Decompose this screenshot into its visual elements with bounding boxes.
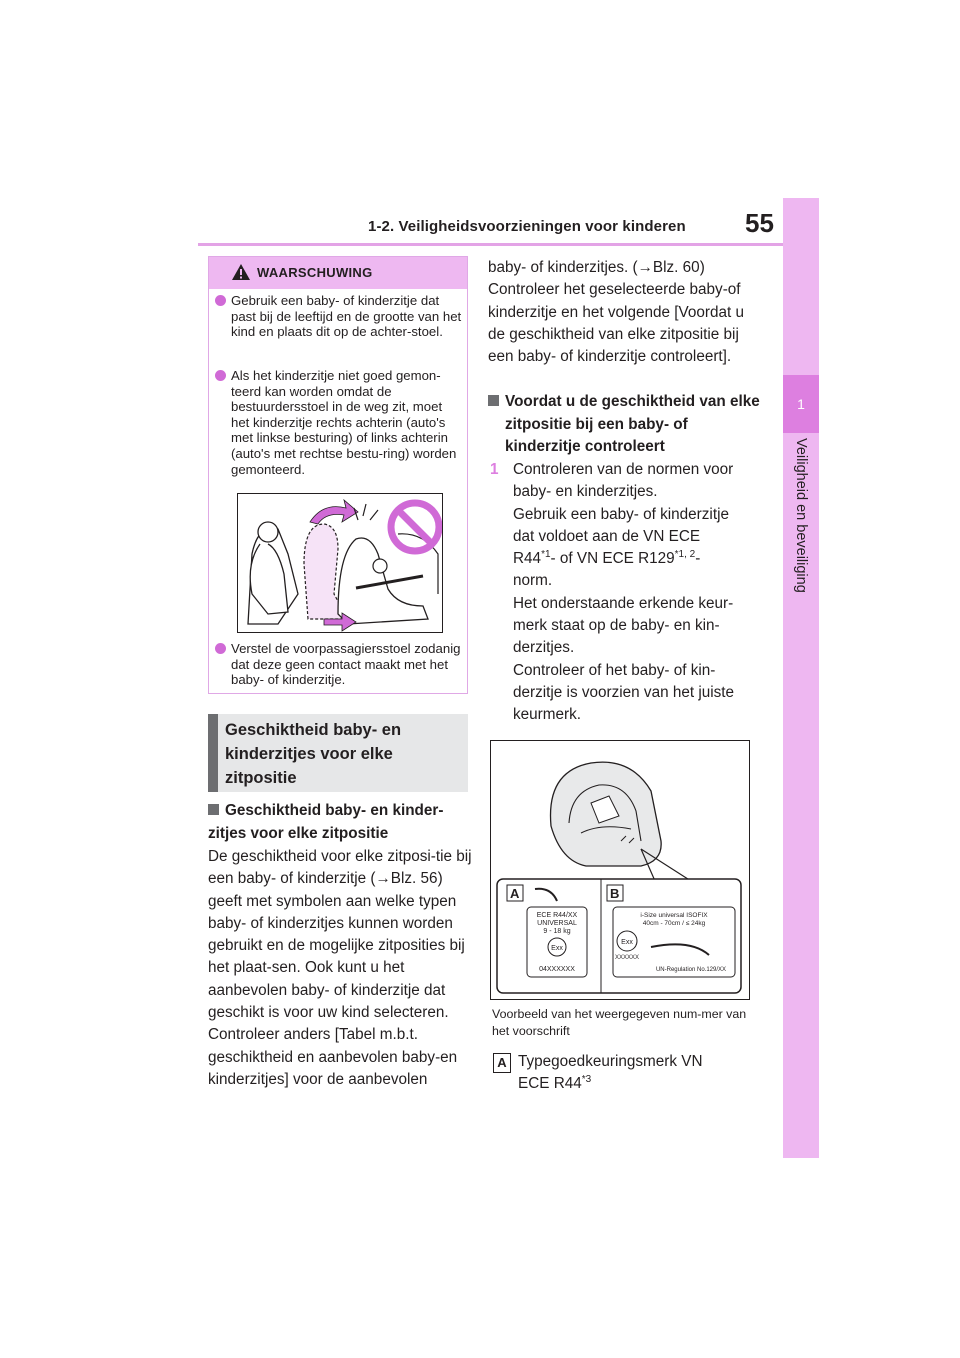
section-heading <box>208 714 468 792</box>
approval-label-illustration <box>490 740 750 1000</box>
label-b-line: XXXXXX <box>614 955 640 961</box>
section-heading-text: Geschiktheid baby- en kinderzitjes voor elke zitpositie <box>225 721 402 787</box>
type-approval-note <box>493 1051 763 1096</box>
step-line: Het onderstaande erkende keur-merk staat op de baby- en kin-derzitjes. <box>513 594 734 657</box>
step-line-standards: R44$^{*1}$- of VN ECE R129$^{*1, 2}$- <box>513 549 701 568</box>
step-line: Gebruik een baby- of kinderzitje dat voldoet aan de VN ECE <box>513 505 729 545</box>
label-a-line: 04XXXXXX <box>539 966 575 973</box>
left-subheading: Geschiktheid baby- en kinder-zitjes voor elke zitpositie <box>208 802 444 842</box>
figure-label-a: A <box>510 886 520 901</box>
right-subheading: Voordat u de geschiktheid van elke zitpositie bij een baby- of kinderzitje controleert <box>488 391 760 459</box>
label-b-line: i-Size universal ISOFIX <box>640 912 708 919</box>
label-a-line: UNIVERSAL <box>537 920 577 927</box>
warning-title: WAARSCHUWING <box>257 265 373 280</box>
bullet-dot <box>215 643 226 654</box>
left-paragraph: De geschiktheid voor elke zitposi-tie bij een baby- of kinderzitje (→Blz. 56) geeft met symbolen aan welke typen baby- of kinderzitjes kunnen worden gebruikt en de mogelijke zitposities bij het plaat-sen. Ook kunt u het aanbevolen baby- of kinderzitje dat geschikt is voor uw kind selecteren. Controleer anders [Tabel m.b.t. geschiktheid en aanbevolen baby-en kinderzitjes] voor de aanbevolen <box>208 848 472 1088</box>
label-a-box: A <box>493 1053 511 1073</box>
chapter-number-tab <box>783 375 819 433</box>
step-1 <box>488 459 768 727</box>
label-b-line: 40cm - 70cm / ≤ 24kg <box>642 920 706 927</box>
chapter-title: Veiligheid en beveiliging <box>793 438 809 593</box>
chapter-side-tab <box>783 198 819 1158</box>
header-rule <box>198 243 783 246</box>
warning-bullet: Gebruik een baby- of kinderzitje dat past bij de leeftijd en de grootte van het kind en plaats dit op de achter-stoel. <box>215 293 463 340</box>
warning-bullet: Verstel de voorpassagiersstoel zodanig dat deze geen contact maakt met het baby- of kinderzitje. <box>215 641 463 688</box>
label-b-line: UN-Regulation No.129/XX <box>655 967 727 973</box>
bullet-dot <box>215 295 226 306</box>
bullet-dot <box>215 370 226 381</box>
warning-bullet: Als het kinderzitje niet goed gemon-teerd kan worden omdat de bestuurdersstoel in de weg zit, moet het kinderzitje rechts achterin (auto's met linkse besturing) of links achterin (auto's met rechtse bestu-ring) worden gemonteerd. <box>215 368 463 477</box>
right-top-paragraph: baby- of kinderzitjes. (→Blz. 60) Controleer het geselecteerde baby-of kinderzitje en het volgende [Voordat u de geschiktheid van elke zitpositie bij een baby- of kinderzitje controleert]. <box>488 259 744 366</box>
square-bullet-icon <box>488 395 499 406</box>
warning-triangle-icon <box>231 263 251 281</box>
label-a-line: ECE R44/XX <box>536 912 578 919</box>
page-number: 55 <box>745 208 774 238</box>
label-b-line: Exx <box>621 939 633 946</box>
warning-box <box>208 256 468 694</box>
step-line: Controleren van de normen voor baby- en kinderzitjes. <box>513 461 734 501</box>
step-number: 1 <box>490 461 499 478</box>
label-a-line: Exx <box>551 945 563 952</box>
figure-label-b: B <box>610 886 620 901</box>
section-heading-bar <box>208 714 218 792</box>
step-line: norm. <box>513 572 553 590</box>
figure-caption: Voorbeeld van het weergegeven num-mer van het voorschrift <box>492 1007 747 1038</box>
label-a-line: 9 - 18 kg <box>543 928 571 935</box>
step-line: Controleer of het baby- of kin-derzitje is voorzien van het juiste keurmerk. <box>513 661 735 724</box>
square-bullet-icon <box>208 804 219 815</box>
seat-conflict-illustration <box>237 493 443 633</box>
section-header-title: 1-2. Veiligheidsvoorzieningen voor kinderen <box>368 218 686 235</box>
type-approval-text: Typegoedkeuringsmerk VN ECE R44$^{*3}$ <box>518 1053 703 1093</box>
chapter-number: 1 <box>797 396 805 412</box>
